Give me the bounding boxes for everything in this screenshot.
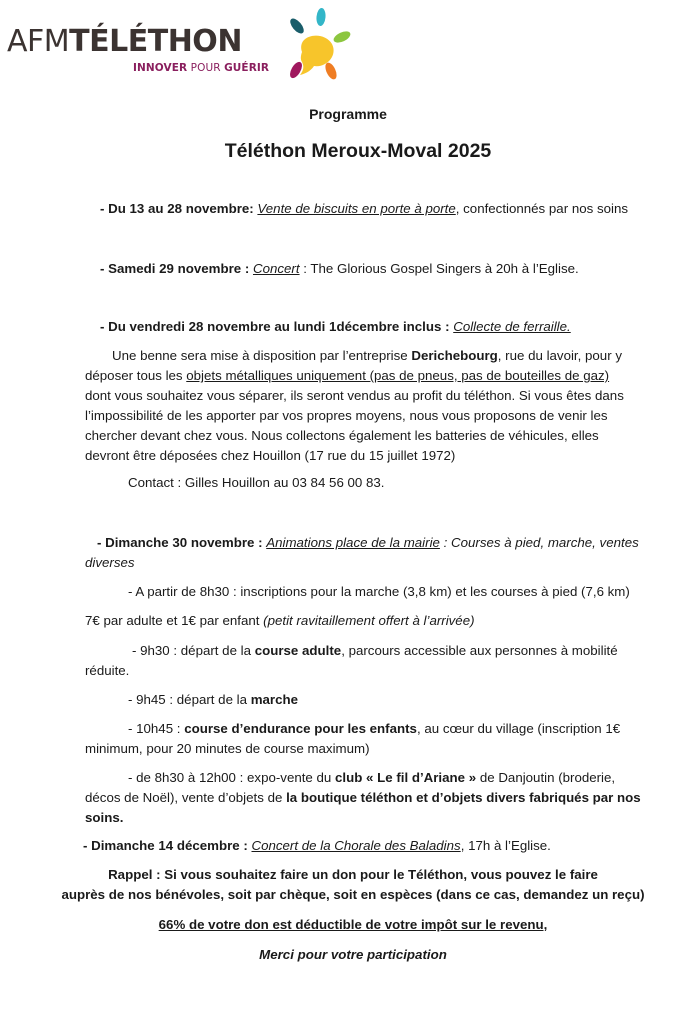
programme-label: Programme [309, 106, 387, 122]
deduction-wrapper [5, 917, 696, 932]
text: de Danjoutin (broderie, [476, 770, 616, 785]
course-adulte [132, 643, 618, 658]
expo-vente [128, 770, 615, 785]
course-name: course adulte [254, 643, 342, 658]
tagline-pour: POUR [187, 62, 225, 74]
event-title: Animations place de la mairie [266, 535, 440, 550]
thank-you-note: Merci pour votre participation [259, 947, 447, 962]
ray-cyan [316, 8, 327, 27]
prices: 7€ par adulte et 1€ par enfant [85, 613, 264, 628]
event-concert-baladins [83, 838, 551, 853]
accepted-items: objets métalliques uniquement (pas de pneus, pas de bouteilles de gaz) [186, 368, 610, 383]
event-description: : Courses à pied, marche, ventes [439, 535, 639, 550]
event-ferraille [100, 319, 571, 334]
event-date: - Du 13 au 28 novembre: [100, 201, 254, 216]
logo-telethon: TÉLÉTHON [69, 24, 242, 59]
text: - 9h30 : départ de la [132, 643, 255, 658]
company-name: Derichebourg [411, 348, 498, 363]
ferraille-line: dont vous souhaitez vous séparer, ils seront vendus au profit du téléthon. Si vous êtes dans [85, 388, 624, 403]
tagline-innover: INNOVER [133, 62, 188, 74]
event-date: - Du vendredi 28 novembre au lundi 1décembre inclus : [100, 319, 450, 334]
event-description: , confectionnés par nos soins [455, 201, 628, 216]
ferraille-line [85, 366, 685, 386]
ray-teal [288, 16, 306, 36]
expo-vente-end: soins. [85, 810, 124, 825]
marche-label: marche [250, 692, 299, 707]
depart-marche [128, 692, 298, 707]
course-enfants-cont: minimum, pour 20 minutes de course maximum) [85, 741, 370, 756]
event-animations [97, 535, 639, 550]
event-title: Concert [252, 261, 300, 276]
inscriptions-info: - A partir de 8h30 : inscriptions pour la marche (3,8 km) et les courses à pied (7,6 km) [128, 584, 630, 599]
ferraille-line: l’impossibilité de les apporter par vos propres moyens, nous vous proposons de venir les [85, 408, 608, 423]
ferraille-line [85, 346, 685, 366]
event-title: Vente de biscuits en porte à porte [257, 201, 456, 216]
event-biscuits [100, 201, 628, 216]
event-date: - Dimanche 14 décembre : [83, 838, 248, 853]
tagline-guerir: GUÉRIR [224, 62, 270, 74]
event-description: : The Glorious Gospel Singers à 20h à l’Eglise. [299, 261, 579, 276]
ray-orange [323, 61, 339, 81]
club-name: club « Le fil d’Ariane » [335, 770, 477, 785]
ferraille-description [85, 346, 685, 466]
text: , au cœur du village (inscription 1€ [416, 721, 621, 736]
rappel-line-1: Rappel : Si vous souhaitez faire un don pour le Téléthon, vous pouvez le faire [108, 867, 598, 882]
event-concert-gospel [100, 261, 579, 276]
course-name: course d’endurance pour les enfants [184, 721, 417, 736]
event-date: - Dimanche 30 novembre : [97, 535, 263, 550]
ferraille-line: devront être déposées chez Houillon (17 rue du 15 juillet 1972) [85, 448, 456, 463]
rappel-line-2: auprès de nos bénévoles, soit par chèque, soit en espèces (dans ce cas, demandez un reçu) [61, 887, 645, 902]
prices-info [85, 613, 475, 628]
event-title: Concert de la Chorale des Baladins [251, 838, 461, 853]
ferraille-line: chercher devant chez vous. Nous collectons également les batteries de véhicules, elles [85, 428, 599, 443]
ray-green [332, 29, 352, 45]
course-adulte-cont: réduite. [85, 663, 130, 678]
text: - 9h45 : départ de la [128, 692, 251, 707]
logo-afm: AFM [7, 24, 70, 59]
event-description: , 17h à l’Eglise. [460, 838, 551, 853]
logo-tagline [133, 62, 269, 74]
contact-info: Contact : Gilles Houillon au 03 84 56 00 83. [128, 475, 385, 490]
text: déposer tous les [85, 368, 187, 383]
sun-logo-icon [282, 4, 352, 82]
boutique-text: la boutique téléthon et d’objets divers fabriqués par nos [286, 790, 641, 805]
ray-magenta [288, 60, 305, 80]
text: décos de Noël), vente d’objets de [85, 790, 287, 805]
page-title: Téléthon Meroux-Moval 2025 [224, 140, 492, 162]
tax-deduction-note: 66% de votre don est déductible de votre impôt sur le revenu, [158, 917, 548, 932]
event-description-cont: diverses [85, 555, 135, 570]
expo-vente-cont [85, 790, 641, 805]
text: Une benne sera mise à disposition par l’entreprise [112, 348, 412, 363]
text: - de 8h30 à 12h00 : expo-vente du [128, 770, 335, 785]
text: , parcours accessible aux personnes à mobilité [341, 643, 618, 658]
event-date: - Samedi 29 novembre : [100, 261, 250, 276]
prices-note: (petit ravitaillement offert à l’arrivée) [263, 613, 475, 628]
text: - 10h45 : [128, 721, 185, 736]
text: , rue du lavoir, pour y [497, 348, 622, 363]
course-enfants [128, 721, 620, 736]
event-title: Collecte de ferraille. [453, 319, 571, 334]
logo-wordmark [7, 24, 242, 59]
